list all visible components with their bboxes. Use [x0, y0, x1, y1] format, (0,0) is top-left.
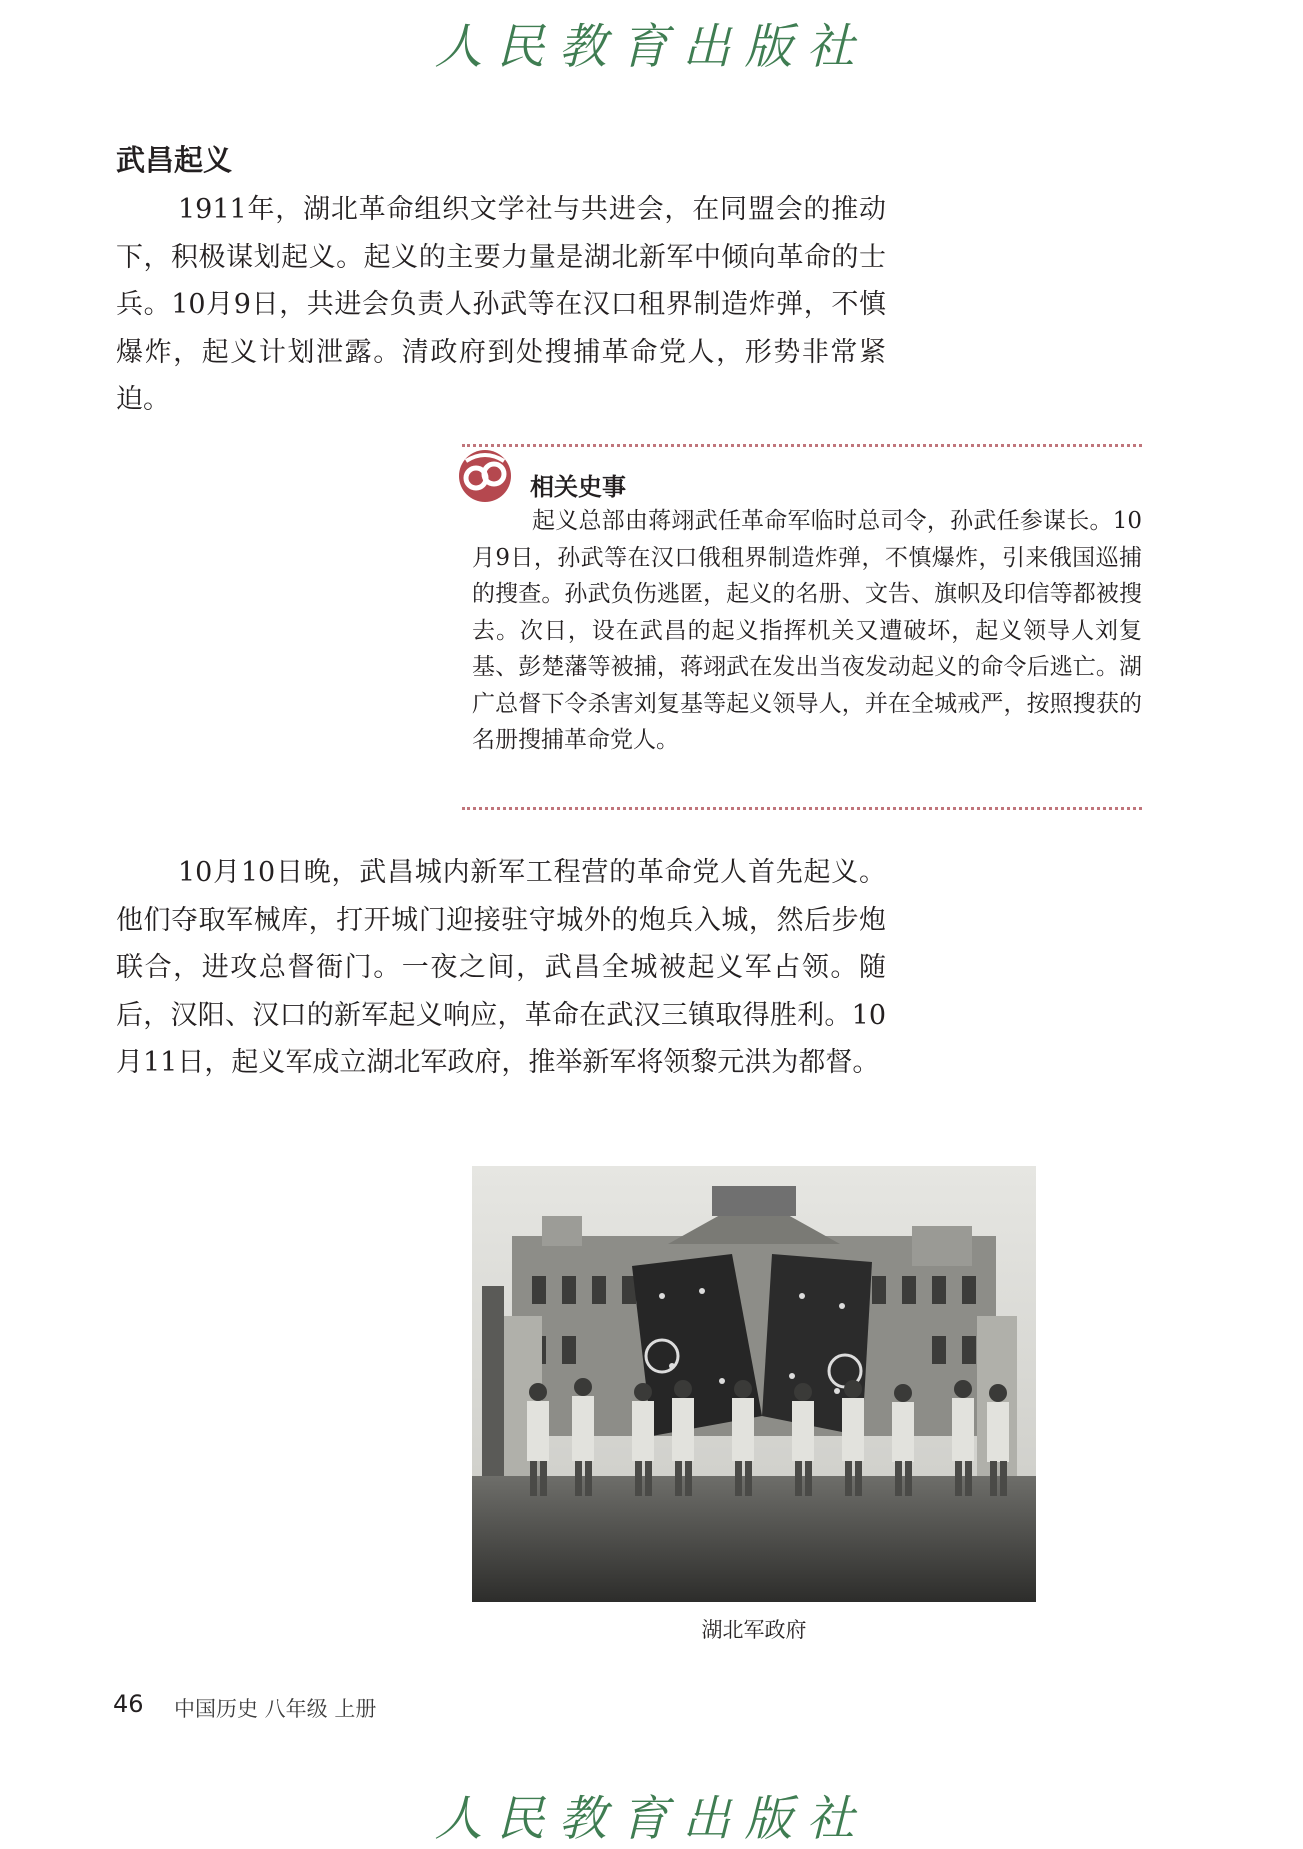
hubei-military-government-photo [472, 1166, 1036, 1602]
publisher-logo-top: 人民教育出版社 [434, 19, 869, 75]
related-history-box [462, 444, 1142, 810]
section-title: 武昌起义 [116, 143, 233, 177]
paragraph-2: 10月10日晚，武昌城内新军工程营的革命党人首先起义。他们夺取军械库，打开城门迎接驻守城外的炮兵入城，然后步炮联合，进攻总督衙门。一夜之间，武昌全城被起义军占领。随后，汉阳、汉口的新军起义响应，革命在武汉三镇取得胜利。10月11日，起义军成立湖北军政府，推举新军将领黎元洪为都督。 [116, 857, 886, 1078]
publisher-logo-bottom: 人民教育出版社 [434, 1791, 869, 1847]
book-title: 中国历史 八年级 上册 [174, 1697, 377, 1721]
page-number: 46 [113, 1690, 144, 1718]
figure-caption: 湖北军政府 [701, 1618, 807, 1642]
paragraph-1: 1911年，湖北革命组织文学社与共进会，在同盟会的推动下，积极谋划起义。起义的主要力量是湖北新军中倾向革命的士兵。10月9日，共进会负责人孙武等在汉口租界制造炸弹，不慎爆炸，起义计划泄露。清政府到处搜捕革命党人，形势非常紧迫。 [116, 194, 886, 415]
swirl-icon [456, 447, 514, 505]
related-history-text: 起义总部由蒋翊武任革命军临时总司令，孙武任参谋长。10月9日，孙武等在汉口俄租界制造炸弹，不慎爆炸，引来俄国巡捕的搜查。孙武负伤逃匿，起义的名册、文告、旗帜及印信等都被搜去。次日，设在武昌的起义指挥机关又遭破坏，起义领导人刘复基、彭楚藩等被捕，蒋翊武在发出当夜发动起义的命令后逃亡。湖广总督下令杀害刘复基等起义领导人，并在全城戒严，按照搜获的名册搜捕革命党人。 [472, 508, 1142, 753]
related-history-title: 相关史事 [530, 473, 626, 501]
